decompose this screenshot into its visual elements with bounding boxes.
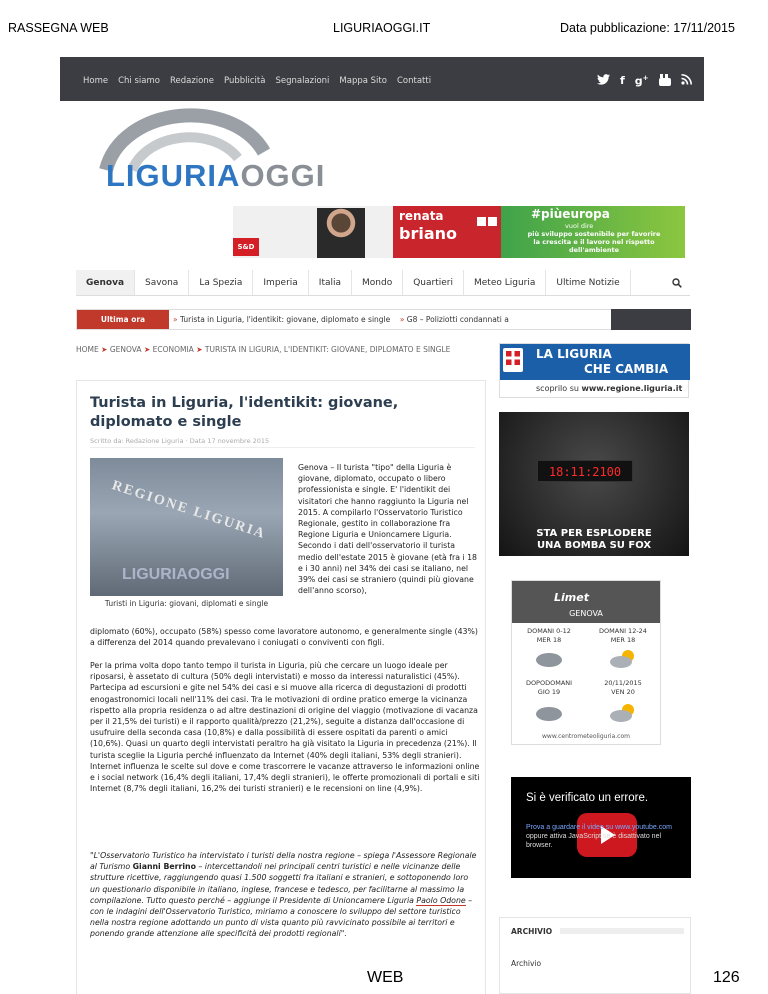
cat-genova[interactable]: Genova [76,270,135,295]
divider [90,447,475,448]
article-paragraph: Genova – Il turista "tipo" della Liguria è giovane, diplomato, occupato o libero professionista e single. E' l'identikit dei visitatori che hanno raggiunto la Liguria nel 2015. A compilarlo l'Osservatorio Turistico Regionale, gestito in collaborazione fra Regione Liguria e Unioncamere Liguria. Secondo i dati dell'osservatorio il turista medio dell'estate 2015 è giovane (età fra i 18 e i 30 anni) nel 34% dei casi se italiano, nel 39% dei casi se straniero (quindi più giovane dell'anno scorso), [298,463,478,596]
ticker-label: Ultima ora [77,310,169,330]
regione-logo [503,348,523,372]
social-links [597,74,692,89]
archivio-widget [499,917,691,994]
person-name: Gianni Berrino [132,862,196,872]
fox-ad[interactable] [499,412,689,556]
logo-oggi: OGGI [240,158,326,193]
site-logo-text[interactable] [106,158,325,194]
nav-mappa-sito[interactable]: Mappa Sito [339,76,387,86]
ticker-item[interactable]: Turista in Liguria, l'identikit: giovane, diplomato e single [179,315,391,324]
cat-ultime-notizie[interactable]: Ultime Notizie [546,270,630,295]
top-nav [83,76,431,86]
page-number: 126 [713,969,740,986]
breadcrumb: HOME ➤ GENOVA ➤ ECONOMIA ➤ TURISTA IN LIGURIA, L'IDENTIKIT: GIOVANE, DIPLOMATO E SINGLE [76,345,451,354]
regione-liguria-ad[interactable] [499,343,689,398]
nav-pubblicita[interactable]: Pubblicità [223,76,266,86]
banner-name2: briano [399,224,458,243]
social-icons-banner [477,211,497,230]
bomb-clock: 18:11:2100 [537,460,633,482]
googleplus-icon[interactable]: g+ [634,74,649,88]
youtube-icon[interactable] [659,74,671,89]
article-quote: "L'Osservatorio Turistico ha intervistato i turisti della nostra regione – spiega l'Assessore Regionale al Turismo Gianni Berrino – intercettandoli nei principali centri turistici e nelle vicinanze delle strutture ricettive, raggiungendo quasi 1.500 soggetti fra italiani e stranieri, e sottoponendo loro un questionario disponibile in italiano, inglese, francese e tedesco, per facilitarne al massimo la compilazione. Tutto questo perché – aggiunge il Presidente di Unioncamere Liguria Paolo Odone – con le indagini dell'Osservatorio Turistico, miriamo a conoscere lo sviluppo del settore turistico nella nostra regione adottando un punto di vista quanto più ravvicinato possibile ai territori e ponendo grande attenzione alle specificità dei prodotti regionali". [90,851,477,939]
cat-italia[interactable]: Italia [309,270,352,295]
party-logo: S&D [233,238,259,256]
regione-line2: CHE CAMBIA [584,362,669,376]
banner-name1: renata [399,209,444,223]
divider [560,928,684,934]
regione-url: www.regione.liguria.it [581,384,683,393]
image-caption: Turisti in Liguria: giovani, diplomati e single [104,599,269,608]
meteo-city: GENOVA [569,609,603,618]
cat-meteo-liguria[interactable]: Meteo Liguria [464,270,546,295]
archivio-title: ARCHIVIO [511,927,553,936]
header-center: LIGURIAOGGI.IT [333,21,431,35]
nav-chi-siamo[interactable]: Chi siamo [118,76,160,86]
header-right: Data pubblicazione: 17/11/2015 [560,21,735,35]
youtube-embed[interactable] [511,777,691,878]
cat-mondo[interactable]: Mondo [352,270,403,295]
image-sign: REGIONE LIGURIA [109,478,268,543]
meteo-brand: Limet [554,591,589,604]
ticker-item[interactable]: G8 – Poliziotti condannati a [406,315,509,324]
twitter-icon[interactable] [597,74,610,89]
nav-contatti[interactable]: Contatti [396,76,432,86]
article-meta: Scritto da: Redazione Liguria · Data 17 novembre 2015 [90,437,270,445]
banner-hashtag: #piùeuropa [531,207,610,221]
article-paragraph: Per la prima volta dopo tanto tempo il turista in Liguria, più che cercare un luogo ideale per riposarsi, è assetato di cultura (50% degli intervistati) e mosso da interessi naturalistici (45%). Partecipa ad escursioni e gite nel 54% dei casi e si muove alla ricerca di degustazioni di prodotti enogastronomici locali nell'11% dei casi. Tra le motivazioni di ordine pratico emerge la vicinanza rispetto alla propria residenza o ad altre destinazioni di origine del viaggio (motivazione di vacanza per il 21,5% dei turisti) e il rapporto qualità/prezzo (21,2%), seguite a distanza dall'occasione di usufruire della seconda casa (10,8%) e dalla possibilità di essere ospitati da parenti o amici (10,6%). Quasi un quarto degli intervistati peraltro ha già visitato la Liguria in precedenza (21%). Il turista sceglie la Liguria perché influenzato da Internet (40% degli italiani, 53% degli stranieri). Internet influenza le scelte sul dove e come trascorrere le vacanze attraverso le informazioni online e i social network (16,4% degli italiani, 17,4% degli stranieri), le offerte promozionali di portali e siti Internet (8,7% degli italiani, 16,2% dei turisti stranieri) e le recensioni on line (4,9%). [90,661,480,794]
regione-line3: scoprilo su [536,384,579,393]
search-icon[interactable] [664,270,690,295]
yt-error-title: Si è verificato un errore. [526,792,649,804]
rss-icon[interactable] [681,74,692,89]
nav-redazione[interactable]: Redazione [169,76,214,86]
person-name: Paolo Odone [416,895,466,905]
header-left: RASSEGNA WEB [8,21,109,35]
breadcrumb-current: TURISTA IN LIGURIA, L'IDENTIKIT: GIOVANE, DIPLOMATO E SINGLE [204,345,451,354]
breadcrumb-home[interactable]: HOME [76,345,99,354]
cloud-rain-icon [534,651,564,673]
cloud-rain-icon [534,705,564,727]
archivio-item[interactable]: Archivio [511,959,542,968]
cat-imperia[interactable]: Imperia [253,270,308,295]
yt-error-msg: Prova a guardare il video su www.youtube.com oppure attiva JavaScript se è disattivato nel browser. [526,824,672,849]
banner-text: più sviluppo sostenibile per favorire la crescita e il lavoro nel rispetto dell'ambiente [527,230,661,254]
banner-line1: vuol dire [565,222,594,230]
meteo-day: DOMANI 12-24 MER 18 [599,627,647,644]
ticker-dark-block [611,309,691,330]
facebook-icon[interactable]: f [620,74,625,87]
meteo-day: DOMANI 0-12 MER 18 [527,627,571,644]
cat-la-spezia[interactable]: La Spezia [189,270,253,295]
logo-liguria: LIGURIA [106,158,241,193]
cat-savona[interactable]: Savona [135,270,189,295]
meteo-site[interactable]: www.centrometeoliguria.com [542,733,630,740]
breadcrumb-genova[interactable]: GENOVA [109,345,142,354]
sun-cloud-icon [608,649,638,673]
nav-home[interactable]: Home [83,76,109,86]
article-paragraph: diplomato (60%), occupato (58%) spesso come lavoratore autonomo, e generalmente single (43%) a differenza del 2014 quando prevalevano i coniugati o conviventi con figli. [90,627,478,648]
banner-ad-briano[interactable] [233,206,685,258]
article-title: Turista in Liguria, l'identikit: giovane, diplomato e single [90,395,399,430]
image-watermark: LIGURIAOGGI [122,566,230,583]
fox-ad-text: STA PER ESPLODERE UNA BOMBA SU FOX [536,528,652,551]
cat-quartieri[interactable]: Quartieri [403,270,464,295]
nav-segnalazioni[interactable]: Segnalazioni [275,76,330,86]
breaking-news-ticker: Ultima ora » Turista in Liguria, l'identikit: giovane, diplomato e single » G8 – Poliziotti condannati a [76,309,613,330]
regione-line1: LA LIGURIA [536,347,612,361]
meteo-day: 20/11/2015 VEN 20 [604,679,642,696]
breadcrumb-economia[interactable]: ECONOMIA [152,345,194,354]
meteo-widget [511,580,661,745]
sun-cloud-icon [608,703,638,727]
meteo-day: DOPODOMANI GIO 19 [525,679,573,696]
article-image[interactable] [90,458,283,596]
candidate-photo [317,208,365,258]
footer-center: WEB [367,969,404,986]
category-nav [76,270,690,296]
